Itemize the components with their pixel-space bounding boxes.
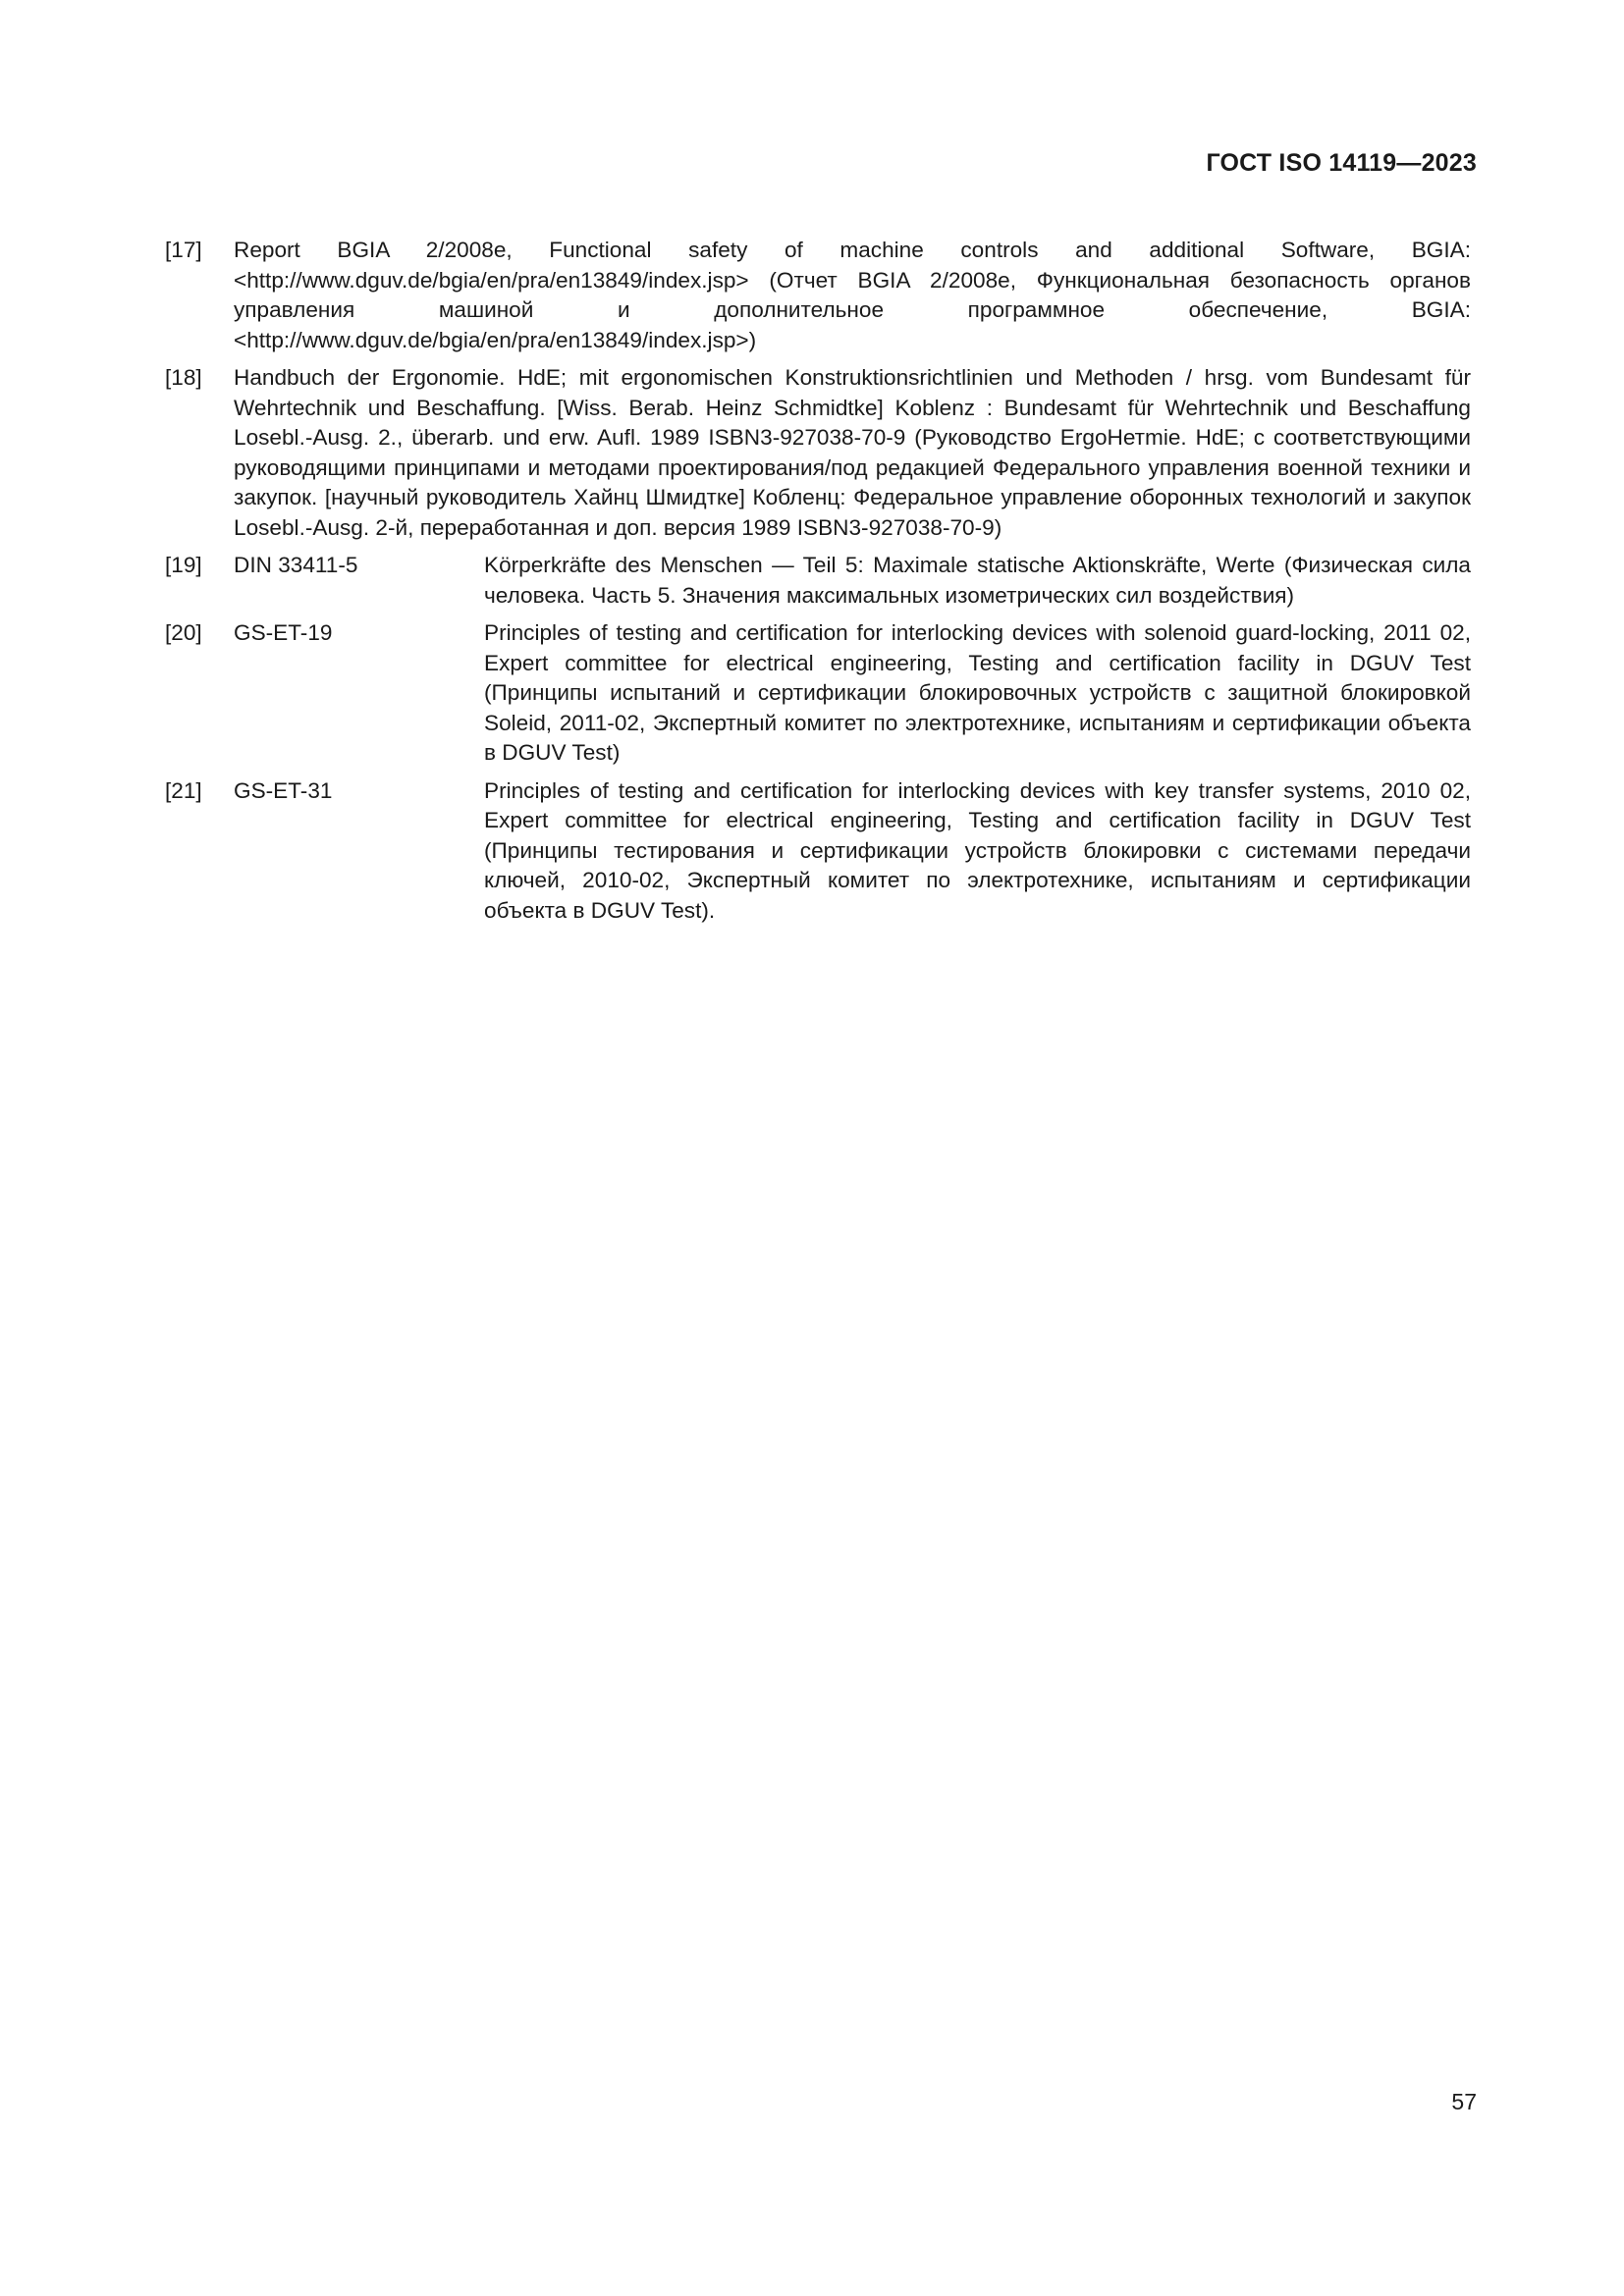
reference-text: Handbuch der Ergonomie. HdE; mit ergonomischen Konstruktionsrichtlinien und Methoden / hrsg. vom Bundesamt für Wehrtechnik und Beschaffung. [Wiss. Berab. Heinz Schmidtke] Koblenz : Bundesamt für Wehrtechnik und Beschaffung Losebl.-Ausg. 2., überarb. und erw. Aufl. 1989 ISBN3-927038-70-9 (Руководство ErgoНетmie. HdE; с соответствующими руководящими принципами и методами проектирования/под редакцией Федерального управления военной техники и закупок. [научный руководитель Хайнц Шмидтке] Кобленц: Федеральное управление оборонных технологий и закупок Losebl.-Ausg. 2-й, переработанная и доп. версия 1989 ISBN3-927038-70-9) bbox=[234, 365, 1471, 540]
reference-number: [20] bbox=[165, 620, 202, 645]
reference-text: Körperkräfte des Menschen — Teil 5: Maximale statische Aktionskräfte, Werte (Физическая сила человека. Часть 5. Значения максимальных изометрических сил воздействия) bbox=[484, 553, 1471, 608]
reference-designation: DIN 33411-5 bbox=[234, 553, 358, 577]
reference-text: Principles of testing and certification for interlocking devices with solenoid guard-locking, 2011 02, Expert committee for electrical engineering, Testing and certification facility in DGUV Test (Принципы испытаний и сертификации блокировочных устройств с защитной блокировкой Soleid, 2011-02, Экспертный комитет по электротехнике, испытаниям и сертификации объекта в DGUV Test) bbox=[484, 620, 1471, 765]
bibliography-list bbox=[165, 236, 1471, 934]
reference-number: [19] bbox=[165, 553, 202, 577]
reference-number: [17] bbox=[165, 238, 202, 262]
reference-designation: GS-ET-19 bbox=[234, 620, 333, 645]
reference-entry-19 bbox=[165, 551, 1471, 611]
reference-number: [21] bbox=[165, 777, 202, 803]
reference-text: Report BGIA 2/2008e, Functional safety of machine controls and additional Software, BGIA: <http://www.dguv.de/bgia/en/pra/en13849/index.jsp> (Отчет BGIA 2/2008e, Функциональная безопасность органов управления машиной и дополнительное программное обеспечение, BGIA: <http://www.dguv.de/bgia/en/pra/en13849/index.jsp>) bbox=[234, 238, 1471, 352]
reference-entry-20 bbox=[165, 618, 1471, 769]
reference-entry-18 bbox=[165, 363, 1471, 543]
reference-entry-17 bbox=[165, 236, 1471, 355]
page-number: 57 bbox=[1451, 2089, 1477, 2114]
reference-number: [18] bbox=[165, 365, 202, 390]
reference-entry-21 bbox=[165, 776, 1471, 927]
document-designation: ГОСТ ISO 14119—2023 bbox=[1206, 149, 1477, 177]
reference-text: Principles of testing and certification for interlocking devices with key transfer systems, 2010 02, Expert committee for electrical engineering, Testing and certification facility in DGUV Test (Принципы тестирования и сертификации устройств блокировки с системами передачи ключей, 2010-02, Экспертный комитет по электротехнике, испытаниям и сертификации объекта в DGUV Test). bbox=[484, 777, 1471, 923]
reference-designation: GS-ET-31 bbox=[234, 777, 333, 803]
